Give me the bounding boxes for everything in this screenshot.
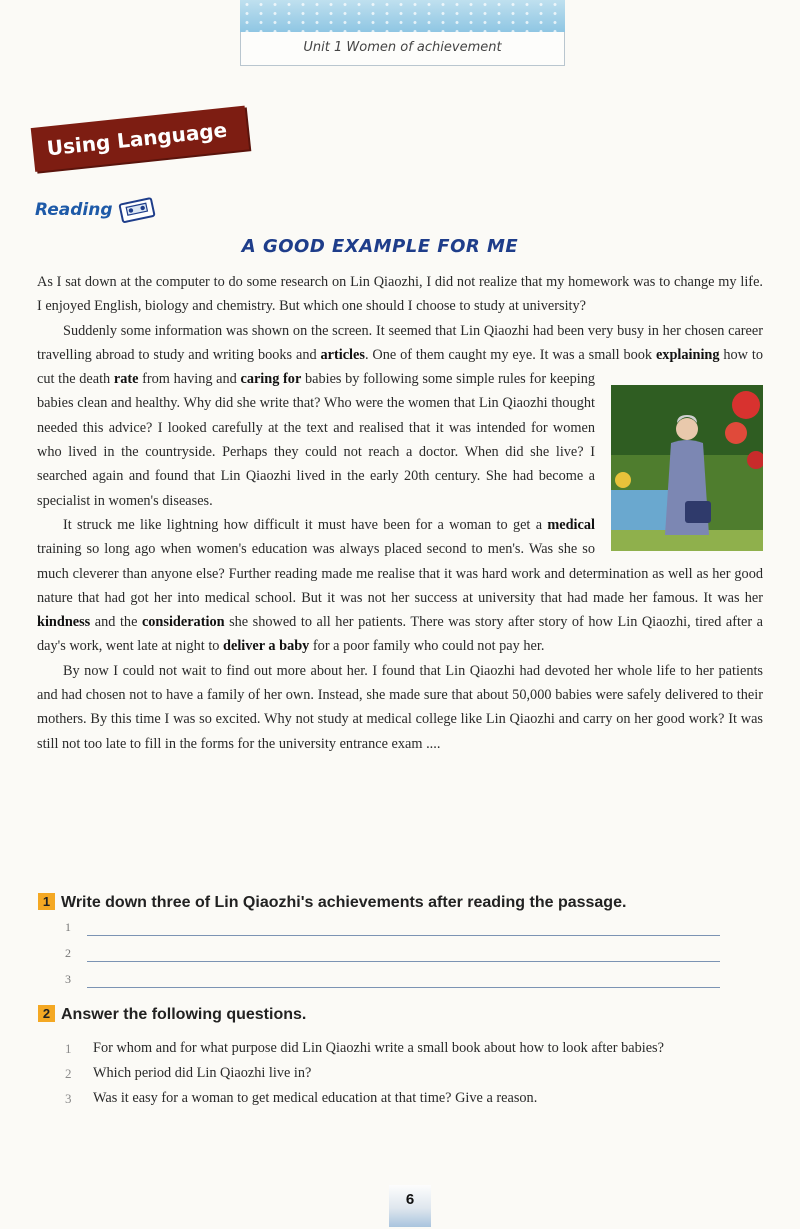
keyword: kindness [37, 614, 91, 631]
answer-line-3[interactable]: 3 [65, 972, 720, 992]
reading-passage [37, 270, 763, 756]
question-text: Was it easy for a woman to get medical education at that time? Give a reason. [93, 1090, 538, 1106]
paragraph-4: By now I could not wait to find out more about her. I found that Lin Qiaozhi had devoted her whole life to her patients and had chosen not to have a family of her own. Instead, she made sure that about 50,000 babies were safely delivered to their mothers. By this time I was so excited. Why not study at medical college like Lin Qiaozhi and carry on her good work? It was still not too late to fill in the forms for the university entrance exam .... [37, 662, 763, 752]
header-banner [240, 0, 565, 32]
question-item: 1 For whom and for what purpose did Lin Qiaozhi write a small book about how to look after babies? [65, 1040, 664, 1056]
photo-lin-qiaozhi [611, 385, 763, 551]
keyword: rate [113, 371, 139, 388]
question-text: Which period did Lin Qiaozhi live in? [93, 1065, 312, 1081]
keyword: articles [320, 346, 365, 363]
exercise-1-number: 1 [38, 893, 55, 910]
section-banner-label: Using Language [45, 117, 229, 161]
exercise-1-heading [38, 893, 626, 912]
question-item: 2 Which period did Lin Qiaozhi live in? [65, 1065, 312, 1081]
paragraph-2: Suddenly some information was shown on the screen. It seemed that Lin Qiaozhi had been very busy in her chosen career travelling abroad to study and writing books and articles. One of them caught my eye. It was a small book explaining how to cut the death rate from having and caring for babies by following some simple rules for keeping babies clean and healthy. Why did she write that? Who were the women that Lin Qiaozhi thought needed this advice? I looked carefully at the text and realised that it was intended for women who lived in the countryside. Perhaps they could not reach a doctor. When did she live? I searched again and found that Lin Qiaozhi lived in the early 20th century. She had become a specialist in women's diseases. [37, 319, 763, 513]
question-text: For whom and for what purpose did Lin Qiaozhi write a small book about how to look after babies? [93, 1040, 664, 1056]
keyword: explaining [655, 346, 720, 363]
header-pattern [240, 0, 565, 32]
question-list [65, 1036, 725, 1111]
cassette-icon [117, 195, 159, 225]
section-banner [31, 106, 249, 172]
exercise-2-heading [38, 1005, 306, 1024]
keyword: deliver a baby [223, 638, 310, 655]
keyword: consideration [141, 614, 225, 631]
exercise-2-number: 2 [38, 1005, 55, 1022]
answer-line-2[interactable]: 2 [65, 946, 720, 966]
question-item: 3 Was it easy for a woman to get medical education at that time? Give a reason. [65, 1090, 538, 1106]
unit-title: Unit 1 Women of achievement [240, 32, 565, 66]
paragraph-3: It struck me like lightning how difficult it must have been for a woman to get a medical training so long ago when women's education was always placed second to men's. Was she so much cleverer than anyone else? Further reading made me realise that it was hard work and determination as well as her good nature that had got her into medical school. But it was not her success at university that had made her famous. It was her kindness and the consideration she showed to all her patients. There was story after story of how Lin Qiaozhi, tired after a day's work, went late at night to deliver a baby for a poor family who could not pay her. [37, 516, 763, 655]
reading-label: Reading [35, 200, 113, 220]
paragraph-1: As I sat down at the computer to do some research on Lin Qiaozhi, I did not realize that my homework was to change my life. I enjoyed English, biology and chemistry. But which one should I choose to study at university? [37, 274, 763, 315]
page-number: 6 [389, 1185, 431, 1227]
answer-line-1[interactable]: 1 [65, 920, 720, 940]
article-title: A GOOD EXAMPLE FOR ME [241, 236, 519, 257]
keyword: medical [547, 516, 595, 533]
keyword: caring for [240, 371, 302, 388]
exercise-1-title: Write down three of Lin Qiaozhi's achievements after reading the passage. [61, 894, 627, 911]
exercise-2-title: Answer the following questions. [61, 1006, 307, 1023]
